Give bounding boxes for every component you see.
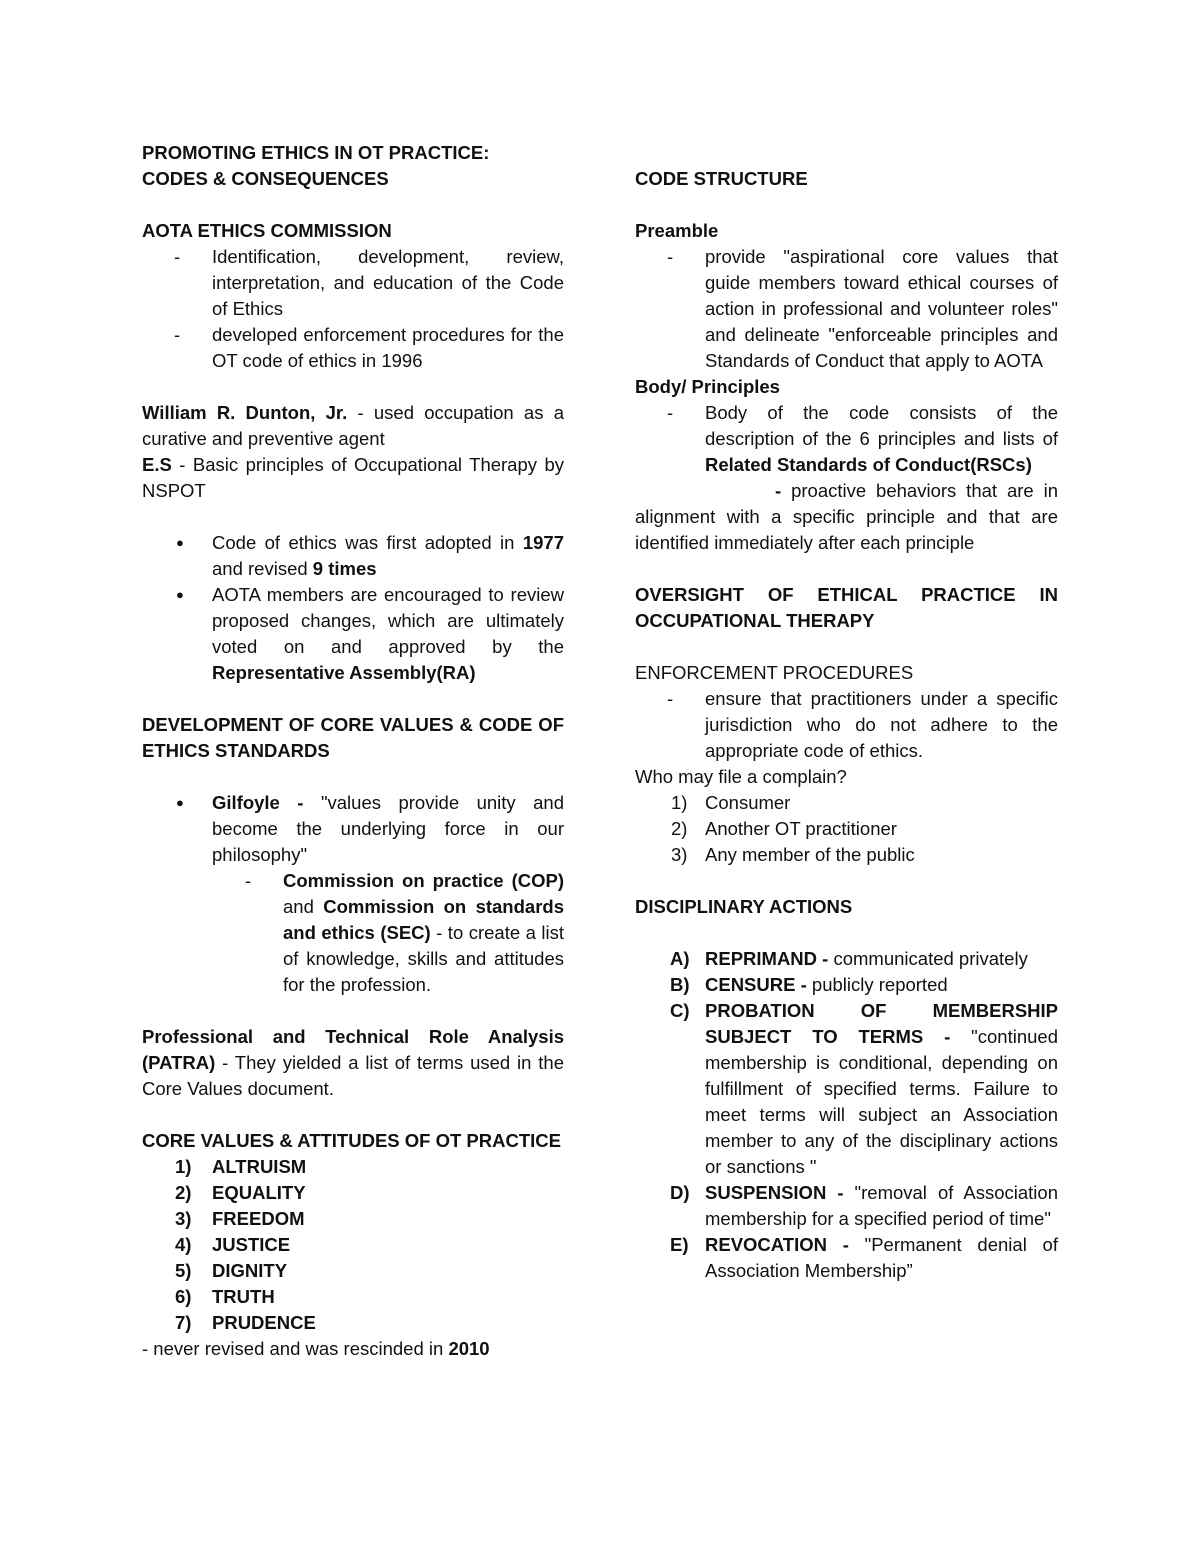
- core-values-heading: CORE VALUES & ATTITUDES OF OT PRACTICE: [142, 1130, 561, 1151]
- code-structure-heading: CODE STRUCTURE: [635, 168, 808, 189]
- body-heading: Body/ Principles: [635, 376, 780, 397]
- list-item: 3) FREEDOM: [175, 1208, 305, 1229]
- list-item: - Body of the code consists of the description of the 6 principles and lists of Related Standards of Conduct(RSCs): [667, 402, 1058, 475]
- left-column: [142, 140, 564, 1362]
- bullet-icon: ●: [176, 795, 184, 810]
- development-heading: DEVELOPMENT OF CORE VALUES & CODE OF ETHICS STANDARDS: [142, 714, 564, 761]
- list-item: E) REVOCATION - "Permanent denial of Association Membership”: [670, 1234, 1058, 1281]
- list-item: 2) EQUALITY: [175, 1182, 306, 1203]
- list-item: ● Gilfoyle - "values provide unity and become the underlying force in our philosophy": [176, 792, 564, 865]
- disciplinary-heading: DISCIPLINARY ACTIONS: [635, 896, 853, 917]
- list-item: ● AOTA members are encouraged to review proposed changes, which are ultimately voted on and approved by the Representative Assembly(RA): [176, 584, 564, 683]
- list-item: D) SUSPENSION - "removal of Association membership for a specified period of time": [670, 1182, 1058, 1229]
- enforcement-heading: ENFORCEMENT PROCEDURES: [635, 662, 914, 683]
- dunton-paragraph: William R. Dunton, Jr. - used occupation as a curative and preventive agent: [142, 402, 564, 449]
- list-item: - provide "aspirational core values that guide members toward ethical courses of action in professional and volunteer roles" and delineate "enforceable principles and Standards of Conduct that apply to AOTA: [667, 246, 1058, 371]
- list-item: C) PROBATION OF MEMBERSHIP SUBJECT TO TERMS - "continued membership is conditional, depending on fulfillment of specified terms. Failure to meet terms will subject an Association member to any of the disciplinary actions or sanctions ": [670, 1000, 1058, 1177]
- list-item: 4) JUSTICE: [175, 1234, 291, 1255]
- list-item: 1) ALTRUISM: [175, 1156, 307, 1177]
- list-item: - ensure that practitioners under a specific jurisdiction who do not adhere to the appropriate code of ethics.: [667, 688, 1058, 761]
- list-item: A) REPRIMAND - communicated privately: [670, 948, 1028, 969]
- list-item: - developed enforcement procedures for the OT code of ethics in 1996: [174, 324, 564, 371]
- es-paragraph: E.S - Basic principles of Occupational Therapy by NSPOT: [142, 454, 564, 501]
- right-column: [635, 140, 1058, 1284]
- oversight-heading: OVERSIGHT OF ETHICAL PRACTICE IN OCCUPATIONAL THERAPY: [635, 584, 1058, 631]
- preamble-heading: Preamble: [635, 220, 719, 241]
- bullet-icon: ●: [176, 587, 184, 602]
- list-item: 2) Another OT practitioner: [671, 818, 897, 839]
- rescinded-note: - never revised and was rescinded in 2010: [142, 1338, 490, 1359]
- list-item: ● Code of ethics was first adopted in 1977 and revised 9 times: [176, 532, 564, 579]
- list-item: 1) Consumer: [671, 792, 791, 813]
- rsc-paragraph: - proactive behaviors that are in alignment with a specific principle and that are identified immediately after each principle: [635, 480, 1058, 553]
- list-item: 6) TRUTH: [175, 1286, 275, 1307]
- list-item: 7) PRUDENCE: [175, 1312, 316, 1333]
- who-may-file: Who may file a complain?: [635, 766, 847, 787]
- bullet-icon: ●: [176, 535, 184, 550]
- list-item: B) CENSURE - publicly reported: [670, 974, 948, 995]
- patra-paragraph: Professional and Technical Role Analysis (PATRA) - They yielded a list of terms used in the Core Values document.: [142, 1026, 564, 1099]
- list-item: - Identification, development, review, interpretation, and education of the Code of Ethics: [174, 246, 564, 319]
- document-title: PROMOTING ETHICS IN OT PRACTICE: CODES & CONSEQUENCES: [142, 142, 490, 189]
- list-item: - Commission on practice (COP) and Commission on standards and ethics (SEC) - to create a list of knowledge, skills and attitudes for the profession.: [245, 870, 564, 995]
- list-item: 3) Any member of the public: [671, 844, 915, 865]
- aota-heading: AOTA ETHICS COMMISSION: [142, 220, 392, 241]
- list-item: 5) DIGNITY: [175, 1260, 288, 1281]
